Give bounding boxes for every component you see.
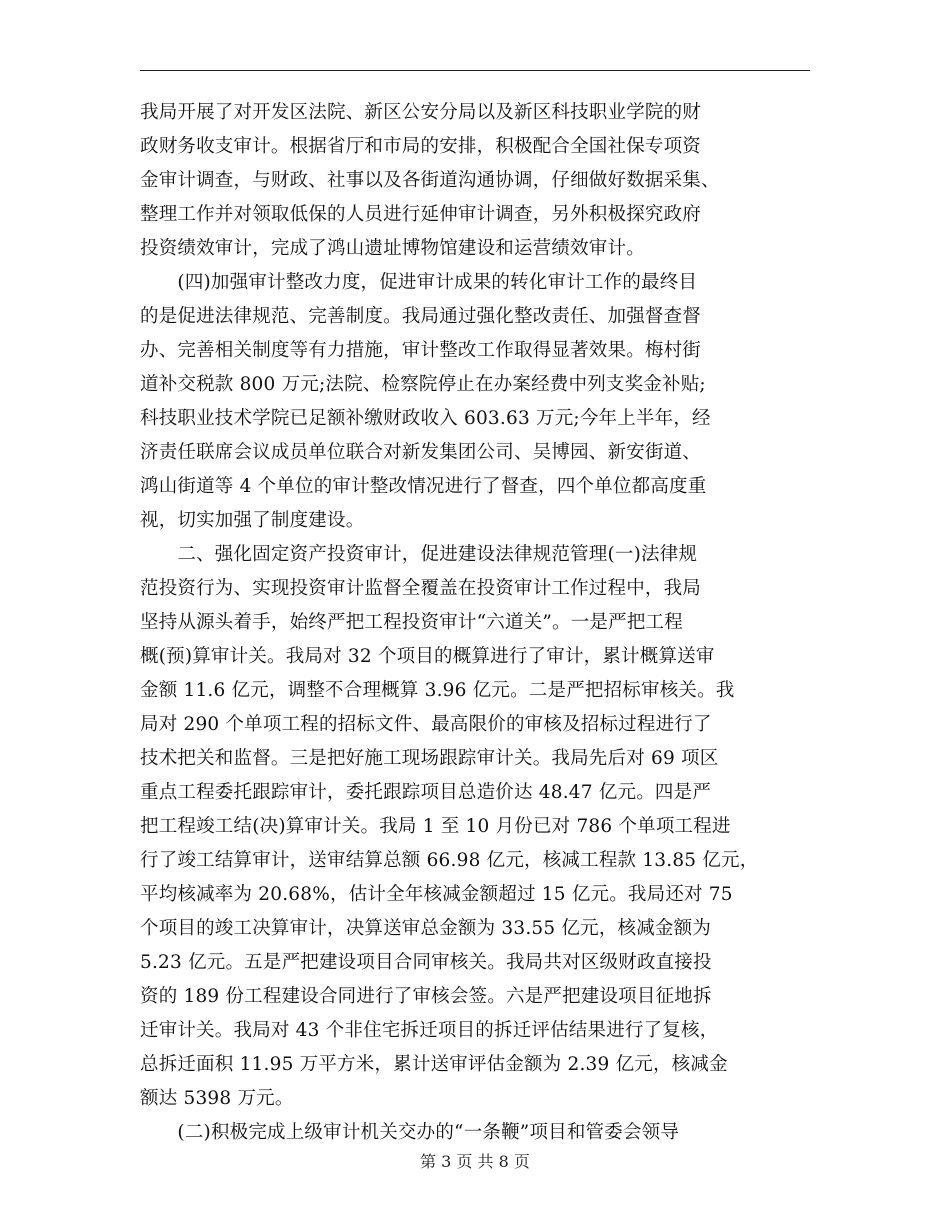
text-line: 办、完善相关制度等有力措施，审计整改工作取得显著效果。梅村街 [140, 340, 702, 361]
page-number-footer: 第 3 页 共 8 页 [420, 1152, 530, 1171]
text-line: 重点工程委托跟踪审计，委托跟踪项目总造价达 48.47 亿元。四是严 [140, 782, 712, 803]
text-line: 我局开展了对开发区法院、新区公安分局以及新区科技职业学院的财 [140, 102, 702, 123]
text-line: 把工程竣工结(决)算审计关。我局 1 至 10 月份已对 786 个单项工程进 [140, 816, 731, 837]
text-line: 技术把关和监督。三是把好施工现场跟踪审计关。我局先后对 69 项区 [140, 748, 719, 769]
text-line: 金审计调查，与财政、社事以及各街道沟通协调，仔细做好数据采集、 [140, 170, 720, 191]
text-line: 的是促进法律规范、完善制度。我局通过强化整改责任、加强督查督 [140, 306, 702, 327]
text-line: 整理工作并对领取低保的人员进行延伸审计调查，另外积极探究政府 [140, 204, 702, 225]
text-line: 金额 11.6 亿元，调整不合理概算 3.96 亿元。二是严把招标审核关。我 [140, 680, 735, 701]
text-line: 总拆迁面积 11.95 万平方米，累计送审评估金额为 2.39 亿元，核减金 [140, 1054, 728, 1075]
text-line: 鸿山街道等 4 个单位的审计整改情况进行了督查，四个单位都高度重 [140, 476, 707, 497]
text-line: 道补交税款 800 万元;法院、检察院停止在办案经费中列支奖金补贴; [140, 374, 706, 395]
text-line: 政财务收支审计。根据省厅和市局的安排，积极配合全国社保专项资 [140, 136, 702, 157]
body-text [140, 96, 830, 1150]
text-line: 5.23 亿元。五是严把建设项目合同审核关。我局共对区级财政直接投 [140, 952, 712, 973]
text-line: 坚持从源头着手，始终严把工程投资审计“六道关”。一是严把工程 [140, 612, 683, 633]
text-line: 局对 290 个单项工程的招标文件、最高限价的审核及招标过程进行了 [140, 714, 712, 735]
text-line: 二、强化固定资产投资审计，促进建设法律规范管理(一)法律规 [140, 544, 698, 565]
header-rule [140, 70, 810, 71]
text-line: 科技职业技术学院已足额补缴财政收入 603.63 万元;今年上半年，经 [140, 408, 711, 429]
text-line: 概(预)算审计关。我局对 32 个项目的概算进行了审计，累计概算送审 [140, 646, 715, 667]
text-line: 济责任联席会议成员单位联合对新发集团公司、吴博园、新安街道、 [140, 442, 702, 463]
text-line: 迁审计关。我局对 43 个非住宅拆迁项目的拆迁评估结果进行了复核， [140, 1020, 719, 1041]
text-line: 平均核减率为 20.68%，估计全年核减金额超过 15 亿元。我局还对 75 [140, 884, 733, 905]
text-line: 视，切实加强了制度建设。 [140, 510, 365, 531]
text-line: 资的 189 份工程建设合同进行了审核会签。六是严把建设项目征地拆 [140, 986, 712, 1007]
text-line: 行了竣工结算审计，送审结算总额 66.98 亿元，核减工程款 13.85 亿元， [140, 850, 759, 871]
text-line: 额达 5398 万元。 [140, 1088, 294, 1109]
text-line: 个项目的竣工决算审计，决算送审总金额为 33.55 亿元，核减金额为 [140, 918, 712, 939]
text-line: 投资绩效审计，完成了鸿山遗址博物馆建设和运营绩效审计。 [140, 238, 645, 259]
text-line: (四)加强审计整改力度，促进审计成果的转化审计工作的最终目 [140, 272, 698, 293]
text-line: 范投资行为、实现投资审计监督全覆盖在投资审计工作过程中，我局 [140, 578, 702, 599]
text-line: (二)积极完成上级审计机关交办的“一条鞭”项目和管委会领导 [140, 1122, 680, 1143]
